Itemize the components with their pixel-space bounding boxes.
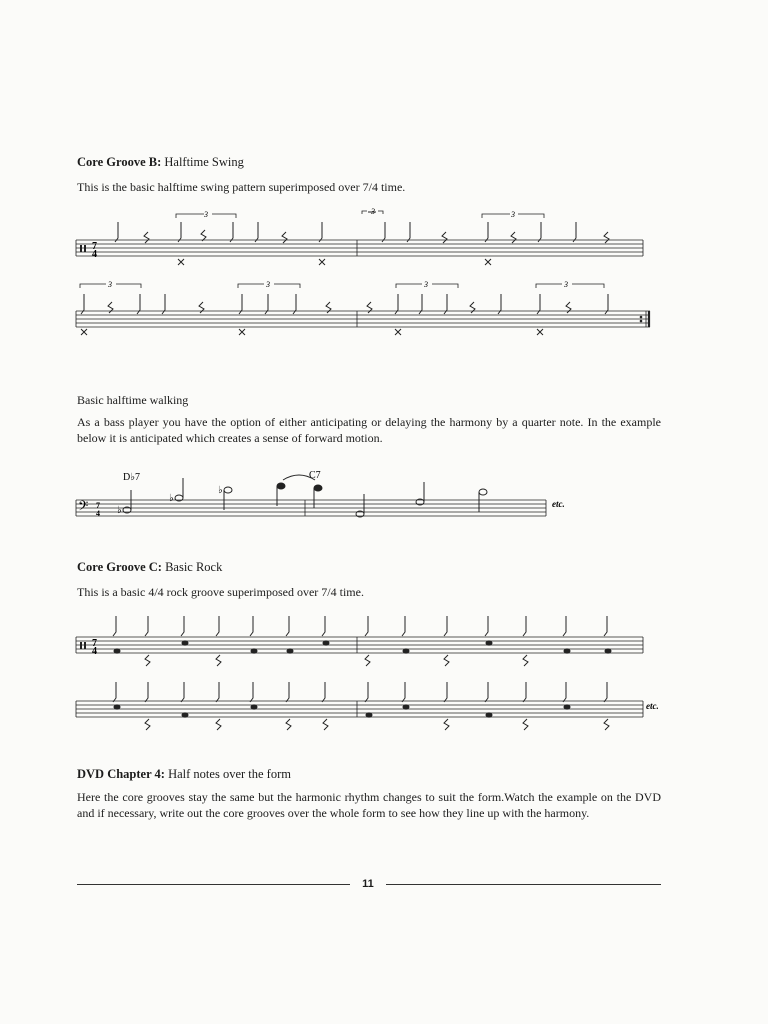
svg-text:♭: ♭ xyxy=(169,493,174,504)
bass-clef-icon: 𝄢 xyxy=(78,500,89,517)
time-sig-bottom: 4 xyxy=(92,646,97,657)
dvd-chapter-label: DVD Chapter 4: xyxy=(77,767,165,781)
footer-rule-left xyxy=(77,884,350,885)
svg-text:♭: ♭ xyxy=(117,505,122,516)
bass-time-sig-top: 7 xyxy=(96,501,100,510)
bass-time-sig-bottom: 4 xyxy=(96,509,100,518)
core-groove-b-label: Core Groove B: xyxy=(77,155,162,169)
triplet-number: 3 xyxy=(564,280,568,289)
dvd-chapter-description: Here the core grooves stay the same but the harmonic rhythm changes to suit the form.Watch the example on the DVD and if necessary, write out the core grooves over the whole form to see how they line up with the harmony. xyxy=(77,790,661,820)
chord-symbol-c7: C7 xyxy=(309,470,321,481)
groove-c-etc: etc. xyxy=(646,701,659,711)
core-groove-c-label: Core Groove C: xyxy=(77,560,162,574)
triplet-number: 3 xyxy=(108,280,112,289)
core-groove-b-description: This is the basic halftime swing pattern superimposed over 7/4 time. xyxy=(77,180,406,194)
triplet-number: 3 xyxy=(204,210,208,219)
core-groove-c-title: Basic Rock xyxy=(161,560,223,574)
groove-c-staff-1 xyxy=(76,637,643,653)
triplet-number: 3 xyxy=(266,280,270,289)
percussion-clef xyxy=(80,642,86,649)
walking-etc: etc. xyxy=(552,499,565,509)
walking-description: As a bass player you have the option of either anticipating or delaying the harmony by a quarter note. In the example below it is anticipated which creates a sense of forward motion. xyxy=(77,415,661,445)
triplet-number: 3 xyxy=(424,280,428,289)
groove-c-staff-1-heads xyxy=(114,640,612,653)
dvd-chapter-heading xyxy=(77,767,291,782)
groove-c-staff-2 xyxy=(76,701,643,717)
footer-rule-right xyxy=(386,884,661,885)
page-number: 11 xyxy=(362,878,374,890)
groove-c-staff-2-notes xyxy=(113,682,609,730)
time-sig-bottom: 4 xyxy=(92,249,97,260)
groove-c-staff-2-heads xyxy=(114,704,571,717)
chord-symbol-dflat7: D♭7 xyxy=(123,472,140,483)
time-sig-top: 7 xyxy=(92,241,97,252)
svg-text:♭: ♭ xyxy=(218,485,223,496)
triplet-number: 3 xyxy=(371,207,375,216)
triplet-number: 3 xyxy=(511,210,515,219)
time-sig-top: 7 xyxy=(92,638,97,649)
core-groove-b-title: Halftime Swing xyxy=(161,155,244,169)
walking-heading: Basic halftime walking xyxy=(77,393,189,407)
core-groove-c-description: This is a basic 4/4 rock groove superimposed over 7/4 time. xyxy=(77,585,364,599)
dvd-chapter-title: Half notes over the form xyxy=(164,767,291,781)
